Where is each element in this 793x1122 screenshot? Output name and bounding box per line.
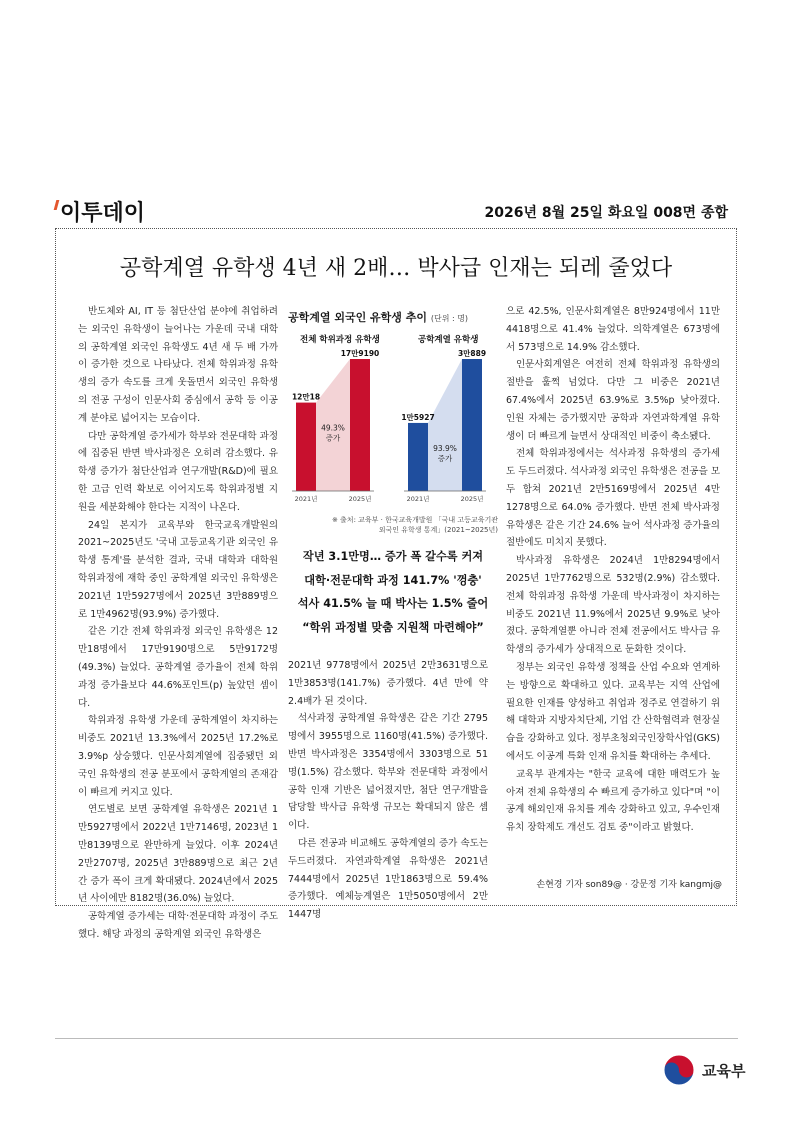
x-tick-label: 2021년 <box>406 495 430 503</box>
subhead: “학위 과정별 맞춤 지원책 마련해야” <box>302 620 484 634</box>
taegeuk-emblem-icon <box>662 1053 696 1087</box>
paragraph: 2021년 9778명에서 2025년 2만3631명으로 1만3853명(141.7%) 증가했다. 4년 만에 약 2.4배가 된 것이다. <box>288 660 488 707</box>
bar-value-label: 1만5927 <box>401 412 435 422</box>
body-column-3 <box>506 303 720 837</box>
growth-area <box>428 359 462 491</box>
subheadlines <box>288 545 498 639</box>
newspaper-logo <box>55 196 145 227</box>
paragraph: 전체 학위과정에서는 석사과정 유학생의 증가세도 두드러졌다. 석사과정 외국인 유학생은 전공을 모두 합쳐 2021년 2만5169명에서 2025년 4만1278명으로 64.0% 증가했다. 반면 전체 박사과정 유학생은 같은 기간 24.6% 늘어 석사과정 증가율의 절반에도 미치지 못했다. <box>506 448 720 549</box>
x-tick-label: 2025년 <box>348 495 372 503</box>
growth-word-label: 증가 <box>325 433 341 443</box>
growth-percent-label: 93.9% <box>433 443 457 453</box>
chart-source-line: 외국인 유학생 통계」(2021~2025년) <box>378 526 498 534</box>
bar-value-label: 12만18 <box>291 392 321 402</box>
chart-title <box>288 309 468 325</box>
paragraph: 학위과정 유학생 가운데 공학계열이 차지하는 비중도 2021년 13.3%에서 2025년 17.2%로 3.9%p 상승했다. 인문사회계열에 집중됐던 외국인 유학생의 전공 분포에서 공학계열의 존재감이 빠르게 커지고 있다. <box>78 715 278 798</box>
masthead <box>55 196 738 226</box>
paragraph: 정부는 외국인 유학생 정책을 산업 수요와 연계하는 방향으로 확대하고 있다. 교육부는 지역 산업에 필요한 인재를 양성하고 취업과 정주로 연결하기 위해 대학과 지방자치단체, 기업 간 산학협력과 현장실습을 강화하고 있다. 정부초청외국인장학사업(GKS)에서도 이공계 특화 인재 유치를 확대하는 추세다. <box>506 661 720 762</box>
bar-chart-svg <box>288 349 498 517</box>
ministry-name: 교육부 <box>702 1062 746 1080</box>
subhead: 석사 41.5% 늘 때 박사는 1.5% 줄어 <box>297 597 489 610</box>
footer-divider <box>55 1038 738 1039</box>
x-tick-label: 2021년 <box>294 495 318 503</box>
paragraph: 같은 기간 전체 학위과정 외국인 유학생은 12만18명에서 17만9190명으로 5만9172명(49.3%) 늘었다. 공학계열 증가율이 전체 학위과정 증가율보다 44.6%포인트(p) 높았던 셈이다. <box>78 626 278 709</box>
paragraph: 공학계열 증가세는 대학·전문대학 과정이 주도했다. 해당 과정의 공학계열 외국인 유학생은 <box>78 911 278 940</box>
subhead: 대학·전문대학 과정 141.7% '껑충' <box>304 573 482 587</box>
growth-word-label: 증가 <box>437 453 453 463</box>
body-column-1 <box>78 303 278 944</box>
panel-label-engineering: 공학계열 유학생 <box>418 335 479 345</box>
paragraph: 반도체와 AI, IT 등 첨단산업 분야에 취업하려는 외국인 유학생이 늘어나는 가운데 국내 대학의 공학계열 외국인 유학생도 4년 새 두 배 가까이 증가한 것으로 나타났다. 전체 학위과정 유학생의 증가 속도를 크게 웃돌면서 외국인 유학생의 전공 구성이 인문사회 중심에서 공학 등 이공계 분야로 넓어지는 모습이다. <box>78 306 278 424</box>
panel-label-total: 전체 학위과정 유학생 <box>300 335 380 345</box>
bar <box>462 359 482 491</box>
body-column-2 <box>288 657 488 924</box>
bar <box>408 423 428 491</box>
issue-date: 2026년 8월 25일 화요일 008면 종합 <box>484 205 728 221</box>
growth-percent-label: 49.3% <box>321 423 345 433</box>
paragraph: 다른 전공과 비교해도 공학계열의 증가 속도는 두드러졌다. 자연과학계열 유학생은 2021년 7444명에서 2025년 1만1863명으로 59.4% 증가했다. 예체능계열은 1만5050명에서 2만1447명 <box>288 837 488 921</box>
bar-value-label: 3만889 <box>457 349 487 358</box>
chart-title-text: 공학계열 외국인 유학생 추이 <box>288 311 427 324</box>
logo-mark-icon <box>54 200 60 210</box>
x-tick-label: 2025년 <box>460 495 484 503</box>
chart-unit: (단위 : 명) <box>430 314 469 323</box>
chart-source-line: ※ 출처: 교육부 · 한국교육개발원 「국내 고등교육기관 <box>331 516 498 524</box>
paragraph: 석사과정 공학계열 유학생은 같은 기간 2795명에서 3955명으로 1160명(41.5%) 증가했다. 반면 박사과정은 3354명에서 3303명으로 51명(1.5%) 감소했다. 학부와 전문대학 과정에서 공학 인재 기반은 넓어졌지만, 첨단 연구개발을 담당할 박사급 유학생 규모는 확대되지 않은 셈이다. <box>288 713 488 832</box>
bar <box>296 403 316 491</box>
bar-value-label: 17만9190 <box>340 349 380 358</box>
paragraph: 24일 본지가 교육부와 한국교육개발원의 2021~2025년도 '국내 고등교육기관 외국인 유학생 통계'를 분석한 결과, 국내 대학과 대학원 학위과정에 재학 중인 공학계열 외국인 유학생은 2021년 1만5927명에서 2025년 3만889명으로 1만4962명(93.9%) 증가했다. <box>78 519 278 620</box>
logo-text: 이투데이 <box>60 201 146 226</box>
byline: 손현경 기자 son89@ · 강문정 기자 kangmj@ <box>536 880 722 890</box>
ministry-logo <box>662 1053 752 1087</box>
paragraph: 박사과정 유학생은 2024년 1만8294명에서 2025년 1만7762명으로 532명(2.9%) 감소했다. 전체 학위과정 유학생 가운데 박사과정이 차지하는 비중도 2021년 11.9%에서 2025년 9.9%로 낮아졌다. 공학계열뿐 아니라 전체 전공에서도 박사급 유학생의 증가세가 상대적으로 둔화한 것이다. <box>506 555 720 656</box>
article-clipping <box>55 228 737 940</box>
chart-source <box>328 515 498 535</box>
paragraph: 다만 공학계열 증가세가 학부와 전문대학 과정에 집중된 반면 박사과정은 오히려 감소했다. 유학생 증가가 첨단산업과 연구개발(R&D)에 필요한 고급 인력 확보로 이어지도록 학위과정별 지원을 세분화해야 한다는 지적이 나온다. <box>78 430 278 513</box>
paragraph: 인문사회계열은 여전히 전체 학위과정 유학생의 절반을 훌쩍 넘었다. 다만 그 비중은 2021년 67.4%에서 2025년 63.9%로 3.5%p 낮아졌다. 인원 자체는 증가했지만 공학과 자연과학계열 유학생이 더 빠르게 늘면서 상대적인 비중이 축소됐다. <box>506 359 720 442</box>
subhead: 작년 3.1만명… 증가 폭 갈수록 커져 <box>302 550 484 563</box>
bar <box>350 359 370 491</box>
paragraph: 교육부 관계자는 "한국 교육에 대한 매력도가 높아져 전체 유학생의 수 빠르게 증가하고 있다"며 "이공계 해외인재 유치를 계속 강화하고 있고, 우수인재 유치 장학제도 개선도 검토 중"이라고 밝혔다. <box>506 768 720 834</box>
headline: 공학계열 유학생 4년 새 2배… 박사급 인재는 되레 줄었다 <box>119 256 673 281</box>
paragraph: 으로 42.5%, 인문사회계열은 8만924명에서 11만4418명으로 41.4% 늘었다. 의학계열은 673명에서 573명으로 14.9% 감소했다. <box>506 306 720 353</box>
paragraph: 연도별로 보면 공학계열 유학생은 2021년 1만5927명에서 2022년 1만7146명, 2023년 1만8139명으로 완만하게 늘었다. 이후 2024년 2만2707명, 2025년 3만889명으로 최근 2년간 증가 폭이 크게 확대됐다. 2024년에서 2025년 사이에만 8182명(36.0%) 늘었다. <box>78 804 278 905</box>
growth-chart <box>288 309 498 543</box>
